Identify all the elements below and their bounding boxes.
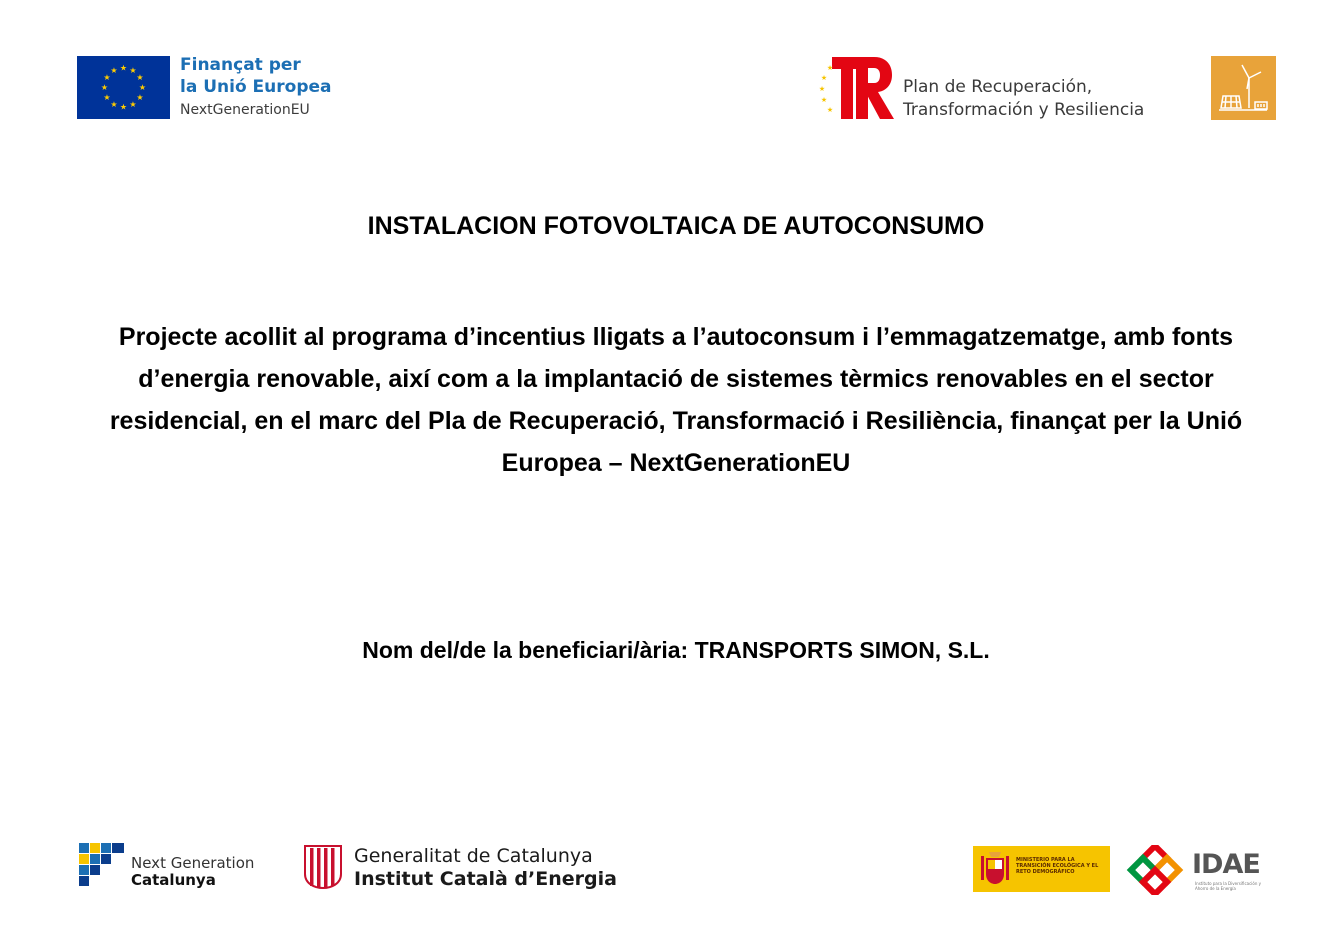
idae-diamond-icon [1121,845,1191,895]
svg-text:★: ★ [826,64,834,72]
svg-text:★: ★ [129,100,137,109]
prtr-logo-line1: Plan de Recuperación, [903,77,1093,97]
svg-text:★: ★ [820,96,828,104]
next-generation-catalunya-logo [79,843,269,893]
svg-text:★: ★ [103,93,111,102]
svg-text:★: ★ [129,66,137,75]
idae-logo [1121,845,1266,897]
document-title: INSTALACION FOTOVOLTAICA DE AUTOCONSUMO [367,212,985,240]
generalitat-icaen-logo [303,843,623,893]
gencat-logo-line1: Generalitat de Catalunya [354,845,593,867]
svg-text:★: ★ [103,73,111,82]
idae-name: IDAE [1192,849,1260,880]
ngc-logo-line1: Next Generation [131,854,255,872]
svg-text:★: ★ [138,83,147,92]
project-description: Projecte acollit al programa d’incentius lligats a l’autoconsum i l’emmagatzematge, amb fonts d’energia renovable, així com a la implantació de sistemes tèrmics renovables en el sector residencial, en el marc del Pla de Recuperació, Transformació i Resiliència, finançat per la Unió Europea – NextGenerationEU [109,323,1243,477]
ngc-squares-icon [79,843,125,889]
svg-text:★: ★ [110,66,118,75]
eu-funding-logo [77,54,337,122]
prtr-r-mark-icon [818,55,898,121]
ministerio-transicion-ecologica-logo [973,846,1110,892]
senyera-icon [303,844,343,890]
eu-logo-line2: la Unió Europea [180,77,332,97]
svg-text:★: ★ [826,106,834,114]
svg-text:★: ★ [820,74,828,82]
beneficiary-name: Nom del/de la beneficiari/ària: TRANSPORTS SIMON, S.L. [362,637,990,663]
ngc-logo-line2: Catalunya [131,871,216,889]
svg-text:★: ★ [100,83,109,92]
svg-text:★: ★ [136,73,144,82]
solar-wind-battery-icon [1211,56,1276,120]
eu-flag-icon [77,56,170,119]
eu-logo-line3: NextGenerationEU [180,102,310,118]
svg-text:★: ★ [119,102,128,112]
gencat-logo-line2: Institut Català d’Energia [354,868,617,890]
prtr-logo-line2: Transformación y Resiliencia [903,100,1145,120]
prtr-logo [818,55,1188,123]
svg-text:★: ★ [136,93,144,102]
eu-logo-line1: Finançat per [180,55,301,75]
idae-subtitle: Instituto para la Diversificación y Ahorro de la Energía [1195,881,1262,891]
spain-coat-of-arms-icon [979,850,1011,888]
svg-text:★: ★ [110,100,118,109]
svg-text:★: ★ [818,85,826,93]
miteco-text: MINISTERIO PARA LA TRANSICIÓN ECOLÓGICA Y EL RETO DEMOGRÁFICO [1016,857,1099,875]
svg-text:★: ★ [119,63,128,73]
